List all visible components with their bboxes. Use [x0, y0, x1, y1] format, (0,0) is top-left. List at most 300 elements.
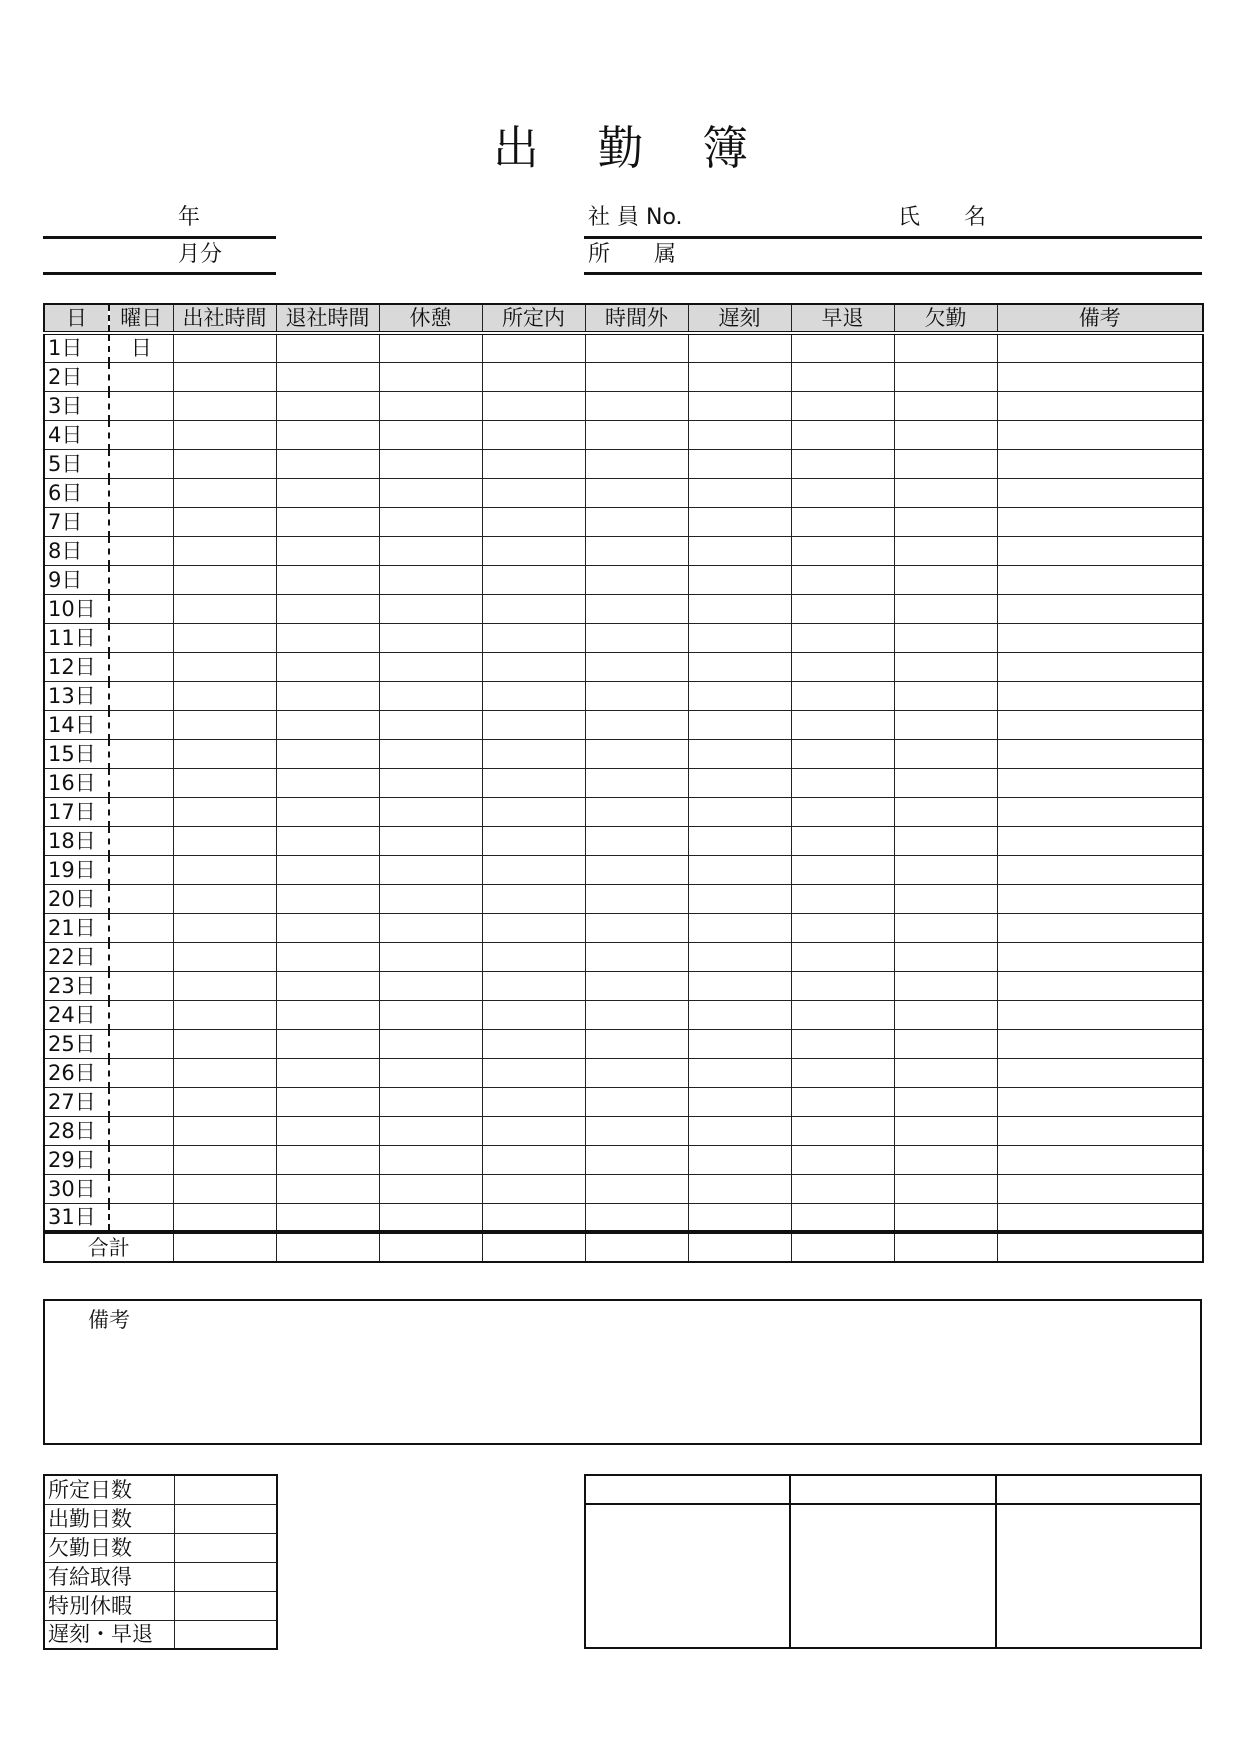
- break-cell[interactable]: [379, 1058, 482, 1087]
- clock-out-cell[interactable]: [276, 1174, 379, 1203]
- absence-cell[interactable]: [894, 971, 997, 1000]
- early-leave-cell[interactable]: [791, 1116, 894, 1145]
- early-leave-cell[interactable]: [791, 333, 894, 362]
- regular-cell[interactable]: [482, 565, 585, 594]
- absence-cell[interactable]: [894, 1058, 997, 1087]
- absence-cell[interactable]: [894, 507, 997, 536]
- remarks-cell[interactable]: [997, 797, 1203, 826]
- summary-value-cell[interactable]: [174, 1475, 277, 1504]
- regular-cell[interactable]: [482, 652, 585, 681]
- late-cell[interactable]: [688, 1203, 791, 1232]
- weekday-cell[interactable]: [109, 391, 173, 420]
- early-leave-cell[interactable]: [791, 1174, 894, 1203]
- remarks-cell[interactable]: [997, 942, 1203, 971]
- weekday-cell[interactable]: [109, 681, 173, 710]
- break-cell[interactable]: [379, 1000, 482, 1029]
- overtime-cell[interactable]: [585, 681, 688, 710]
- break-cell[interactable]: [379, 362, 482, 391]
- weekday-cell[interactable]: [109, 1203, 173, 1232]
- overtime-cell[interactable]: [585, 391, 688, 420]
- remarks-cell[interactable]: [997, 1203, 1203, 1232]
- clock-in-cell[interactable]: [173, 797, 276, 826]
- early-leave-cell[interactable]: [791, 1000, 894, 1029]
- absence-cell[interactable]: [894, 1174, 997, 1203]
- stamp-box[interactable]: [996, 1504, 1201, 1648]
- clock-in-cell[interactable]: [173, 971, 276, 1000]
- clock-out-cell[interactable]: [276, 362, 379, 391]
- weekday-cell[interactable]: [109, 739, 173, 768]
- absence-cell[interactable]: [894, 1145, 997, 1174]
- weekday-cell[interactable]: [109, 1174, 173, 1203]
- summary-value-cell[interactable]: [174, 1533, 277, 1562]
- clock-out-cell[interactable]: [276, 855, 379, 884]
- overtime-cell[interactable]: [585, 710, 688, 739]
- regular-cell[interactable]: [482, 1000, 585, 1029]
- overtime-cell[interactable]: [585, 362, 688, 391]
- clock-out-cell[interactable]: [276, 565, 379, 594]
- clock-out-cell[interactable]: [276, 710, 379, 739]
- regular-cell[interactable]: [482, 594, 585, 623]
- overtime-cell[interactable]: [585, 420, 688, 449]
- clock-out-cell[interactable]: [276, 420, 379, 449]
- clock-out-cell[interactable]: [276, 333, 379, 362]
- early-leave-cell[interactable]: [791, 855, 894, 884]
- remarks-cell[interactable]: [997, 565, 1203, 594]
- remarks-cell[interactable]: [997, 536, 1203, 565]
- clock-out-cell[interactable]: [276, 913, 379, 942]
- absence-cell[interactable]: [894, 884, 997, 913]
- clock-in-cell[interactable]: [173, 333, 276, 362]
- clock-out-cell[interactable]: [276, 884, 379, 913]
- regular-cell[interactable]: [482, 449, 585, 478]
- stamp-box[interactable]: [790, 1504, 995, 1648]
- overtime-cell[interactable]: [585, 1203, 688, 1232]
- summary-value-cell[interactable]: [174, 1620, 277, 1649]
- remarks-cell[interactable]: [997, 623, 1203, 652]
- early-leave-cell[interactable]: [791, 710, 894, 739]
- overtime-cell[interactable]: [585, 942, 688, 971]
- clock-out-cell[interactable]: [276, 826, 379, 855]
- weekday-cell[interactable]: [109, 710, 173, 739]
- remarks-cell[interactable]: [997, 1116, 1203, 1145]
- break-cell[interactable]: [379, 1029, 482, 1058]
- early-leave-cell[interactable]: [791, 1029, 894, 1058]
- overtime-cell[interactable]: [585, 652, 688, 681]
- clock-out-cell[interactable]: [276, 942, 379, 971]
- total-cell[interactable]: [173, 1232, 276, 1262]
- regular-cell[interactable]: [482, 1058, 585, 1087]
- weekday-cell[interactable]: [109, 507, 173, 536]
- early-leave-cell[interactable]: [791, 623, 894, 652]
- weekday-cell[interactable]: [109, 768, 173, 797]
- clock-in-cell[interactable]: [173, 942, 276, 971]
- weekday-cell[interactable]: [109, 1087, 173, 1116]
- early-leave-cell[interactable]: [791, 739, 894, 768]
- clock-out-cell[interactable]: [276, 478, 379, 507]
- late-cell[interactable]: [688, 1174, 791, 1203]
- late-cell[interactable]: [688, 536, 791, 565]
- early-leave-cell[interactable]: [791, 536, 894, 565]
- clock-in-cell[interactable]: [173, 1116, 276, 1145]
- break-cell[interactable]: [379, 1203, 482, 1232]
- weekday-cell[interactable]: [109, 478, 173, 507]
- stamp-header-cell[interactable]: [585, 1475, 790, 1504]
- remarks-cell[interactable]: [997, 420, 1203, 449]
- absence-cell[interactable]: [894, 1203, 997, 1232]
- remarks-cell[interactable]: [997, 652, 1203, 681]
- weekday-cell[interactable]: 日: [109, 333, 173, 362]
- overtime-cell[interactable]: [585, 855, 688, 884]
- early-leave-cell[interactable]: [791, 507, 894, 536]
- break-cell[interactable]: [379, 971, 482, 1000]
- weekday-cell[interactable]: [109, 855, 173, 884]
- break-cell[interactable]: [379, 623, 482, 652]
- absence-cell[interactable]: [894, 681, 997, 710]
- remarks-cell[interactable]: [997, 681, 1203, 710]
- total-cell[interactable]: [688, 1232, 791, 1262]
- regular-cell[interactable]: [482, 681, 585, 710]
- break-cell[interactable]: [379, 739, 482, 768]
- late-cell[interactable]: [688, 1116, 791, 1145]
- late-cell[interactable]: [688, 942, 791, 971]
- absence-cell[interactable]: [894, 739, 997, 768]
- weekday-cell[interactable]: [109, 1058, 173, 1087]
- early-leave-cell[interactable]: [791, 420, 894, 449]
- weekday-cell[interactable]: [109, 362, 173, 391]
- late-cell[interactable]: [688, 681, 791, 710]
- break-cell[interactable]: [379, 710, 482, 739]
- clock-out-cell[interactable]: [276, 739, 379, 768]
- absence-cell[interactable]: [894, 826, 997, 855]
- clock-out-cell[interactable]: [276, 1145, 379, 1174]
- clock-out-cell[interactable]: [276, 971, 379, 1000]
- absence-cell[interactable]: [894, 652, 997, 681]
- early-leave-cell[interactable]: [791, 565, 894, 594]
- clock-in-cell[interactable]: [173, 507, 276, 536]
- remarks-cell[interactable]: [997, 855, 1203, 884]
- clock-in-cell[interactable]: [173, 1203, 276, 1232]
- regular-cell[interactable]: [482, 1203, 585, 1232]
- clock-in-cell[interactable]: [173, 594, 276, 623]
- remarks-cell[interactable]: [997, 1087, 1203, 1116]
- regular-cell[interactable]: [482, 333, 585, 362]
- break-cell[interactable]: [379, 1116, 482, 1145]
- weekday-cell[interactable]: [109, 797, 173, 826]
- overtime-cell[interactable]: [585, 1058, 688, 1087]
- weekday-cell[interactable]: [109, 1029, 173, 1058]
- weekday-cell[interactable]: [109, 971, 173, 1000]
- clock-in-cell[interactable]: [173, 652, 276, 681]
- break-cell[interactable]: [379, 913, 482, 942]
- clock-out-cell[interactable]: [276, 536, 379, 565]
- early-leave-cell[interactable]: [791, 1087, 894, 1116]
- early-leave-cell[interactable]: [791, 913, 894, 942]
- late-cell[interactable]: [688, 594, 791, 623]
- absence-cell[interactable]: [894, 565, 997, 594]
- regular-cell[interactable]: [482, 1116, 585, 1145]
- break-cell[interactable]: [379, 681, 482, 710]
- absence-cell[interactable]: [894, 710, 997, 739]
- absence-cell[interactable]: [894, 362, 997, 391]
- weekday-cell[interactable]: [109, 536, 173, 565]
- regular-cell[interactable]: [482, 1174, 585, 1203]
- late-cell[interactable]: [688, 362, 791, 391]
- overtime-cell[interactable]: [585, 333, 688, 362]
- overtime-cell[interactable]: [585, 826, 688, 855]
- remarks-cell[interactable]: [997, 1174, 1203, 1203]
- regular-cell[interactable]: [482, 507, 585, 536]
- remarks-cell[interactable]: [997, 449, 1203, 478]
- clock-in-cell[interactable]: [173, 855, 276, 884]
- early-leave-cell[interactable]: [791, 768, 894, 797]
- break-cell[interactable]: [379, 420, 482, 449]
- remarks-cell[interactable]: [997, 826, 1203, 855]
- clock-in-cell[interactable]: [173, 1058, 276, 1087]
- remarks-cell[interactable]: [997, 391, 1203, 420]
- weekday-cell[interactable]: [109, 565, 173, 594]
- late-cell[interactable]: [688, 826, 791, 855]
- summary-value-cell[interactable]: [174, 1591, 277, 1620]
- stamp-box[interactable]: [585, 1504, 790, 1648]
- late-cell[interactable]: [688, 1029, 791, 1058]
- clock-in-cell[interactable]: [173, 623, 276, 652]
- total-cell[interactable]: [276, 1232, 379, 1262]
- overtime-cell[interactable]: [585, 1174, 688, 1203]
- early-leave-cell[interactable]: [791, 1145, 894, 1174]
- late-cell[interactable]: [688, 797, 791, 826]
- absence-cell[interactable]: [894, 913, 997, 942]
- late-cell[interactable]: [688, 1145, 791, 1174]
- clock-out-cell[interactable]: [276, 1116, 379, 1145]
- early-leave-cell[interactable]: [791, 594, 894, 623]
- early-leave-cell[interactable]: [791, 449, 894, 478]
- remarks-cell[interactable]: [997, 1000, 1203, 1029]
- late-cell[interactable]: [688, 710, 791, 739]
- late-cell[interactable]: [688, 623, 791, 652]
- early-leave-cell[interactable]: [791, 391, 894, 420]
- stamp-header-cell[interactable]: [996, 1475, 1201, 1504]
- weekday-cell[interactable]: [109, 1116, 173, 1145]
- late-cell[interactable]: [688, 565, 791, 594]
- overtime-cell[interactable]: [585, 594, 688, 623]
- weekday-cell[interactable]: [109, 1000, 173, 1029]
- total-cell[interactable]: [791, 1232, 894, 1262]
- break-cell[interactable]: [379, 478, 482, 507]
- regular-cell[interactable]: [482, 942, 585, 971]
- regular-cell[interactable]: [482, 797, 585, 826]
- early-leave-cell[interactable]: [791, 652, 894, 681]
- regular-cell[interactable]: [482, 826, 585, 855]
- remarks-cell[interactable]: [997, 710, 1203, 739]
- absence-cell[interactable]: [894, 478, 997, 507]
- overtime-cell[interactable]: [585, 884, 688, 913]
- clock-out-cell[interactable]: [276, 1000, 379, 1029]
- regular-cell[interactable]: [482, 1087, 585, 1116]
- remarks-cell[interactable]: [997, 478, 1203, 507]
- overtime-cell[interactable]: [585, 565, 688, 594]
- remarks-cell[interactable]: [997, 1029, 1203, 1058]
- absence-cell[interactable]: [894, 942, 997, 971]
- total-cell[interactable]: [997, 1232, 1203, 1262]
- break-cell[interactable]: [379, 594, 482, 623]
- absence-cell[interactable]: [894, 855, 997, 884]
- overtime-cell[interactable]: [585, 913, 688, 942]
- absence-cell[interactable]: [894, 449, 997, 478]
- overtime-cell[interactable]: [585, 1116, 688, 1145]
- clock-in-cell[interactable]: [173, 536, 276, 565]
- overtime-cell[interactable]: [585, 623, 688, 652]
- break-cell[interactable]: [379, 507, 482, 536]
- clock-in-cell[interactable]: [173, 1145, 276, 1174]
- early-leave-cell[interactable]: [791, 362, 894, 391]
- clock-out-cell[interactable]: [276, 1203, 379, 1232]
- clock-in-cell[interactable]: [173, 1174, 276, 1203]
- weekday-cell[interactable]: [109, 942, 173, 971]
- clock-out-cell[interactable]: [276, 623, 379, 652]
- remarks-cell[interactable]: [997, 971, 1203, 1000]
- total-cell[interactable]: [379, 1232, 482, 1262]
- total-cell[interactable]: [585, 1232, 688, 1262]
- clock-in-cell[interactable]: [173, 1029, 276, 1058]
- late-cell[interactable]: [688, 739, 791, 768]
- early-leave-cell[interactable]: [791, 942, 894, 971]
- clock-in-cell[interactable]: [173, 739, 276, 768]
- early-leave-cell[interactable]: [791, 826, 894, 855]
- clock-in-cell[interactable]: [173, 420, 276, 449]
- absence-cell[interactable]: [894, 768, 997, 797]
- absence-cell[interactable]: [894, 623, 997, 652]
- regular-cell[interactable]: [482, 536, 585, 565]
- late-cell[interactable]: [688, 507, 791, 536]
- clock-in-cell[interactable]: [173, 826, 276, 855]
- weekday-cell[interactable]: [109, 623, 173, 652]
- remarks-cell[interactable]: [997, 1145, 1203, 1174]
- clock-in-cell[interactable]: [173, 391, 276, 420]
- early-leave-cell[interactable]: [791, 884, 894, 913]
- break-cell[interactable]: [379, 1087, 482, 1116]
- late-cell[interactable]: [688, 1058, 791, 1087]
- late-cell[interactable]: [688, 420, 791, 449]
- clock-out-cell[interactable]: [276, 507, 379, 536]
- regular-cell[interactable]: [482, 855, 585, 884]
- absence-cell[interactable]: [894, 1000, 997, 1029]
- clock-in-cell[interactable]: [173, 710, 276, 739]
- clock-in-cell[interactable]: [173, 913, 276, 942]
- break-cell[interactable]: [379, 333, 482, 362]
- regular-cell[interactable]: [482, 420, 585, 449]
- late-cell[interactable]: [688, 855, 791, 884]
- weekday-cell[interactable]: [109, 594, 173, 623]
- absence-cell[interactable]: [894, 333, 997, 362]
- late-cell[interactable]: [688, 652, 791, 681]
- absence-cell[interactable]: [894, 420, 997, 449]
- regular-cell[interactable]: [482, 362, 585, 391]
- remarks-cell[interactable]: [997, 333, 1203, 362]
- absence-cell[interactable]: [894, 594, 997, 623]
- break-cell[interactable]: [379, 884, 482, 913]
- total-cell[interactable]: [482, 1232, 585, 1262]
- clock-in-cell[interactable]: [173, 884, 276, 913]
- overtime-cell[interactable]: [585, 768, 688, 797]
- remarks-cell[interactable]: [997, 768, 1203, 797]
- absence-cell[interactable]: [894, 797, 997, 826]
- break-cell[interactable]: [379, 391, 482, 420]
- clock-in-cell[interactable]: [173, 1000, 276, 1029]
- break-cell[interactable]: [379, 1145, 482, 1174]
- clock-out-cell[interactable]: [276, 1058, 379, 1087]
- late-cell[interactable]: [688, 449, 791, 478]
- absence-cell[interactable]: [894, 1116, 997, 1145]
- absence-cell[interactable]: [894, 391, 997, 420]
- regular-cell[interactable]: [482, 971, 585, 1000]
- clock-out-cell[interactable]: [276, 1029, 379, 1058]
- remarks-cell[interactable]: [997, 884, 1203, 913]
- break-cell[interactable]: [379, 449, 482, 478]
- clock-out-cell[interactable]: [276, 681, 379, 710]
- clock-in-cell[interactable]: [173, 478, 276, 507]
- weekday-cell[interactable]: [109, 652, 173, 681]
- regular-cell[interactable]: [482, 478, 585, 507]
- overtime-cell[interactable]: [585, 1029, 688, 1058]
- absence-cell[interactable]: [894, 536, 997, 565]
- weekday-cell[interactable]: [109, 1145, 173, 1174]
- overtime-cell[interactable]: [585, 739, 688, 768]
- regular-cell[interactable]: [482, 710, 585, 739]
- clock-out-cell[interactable]: [276, 768, 379, 797]
- break-cell[interactable]: [379, 797, 482, 826]
- break-cell[interactable]: [379, 768, 482, 797]
- overtime-cell[interactable]: [585, 1000, 688, 1029]
- break-cell[interactable]: [379, 942, 482, 971]
- clock-in-cell[interactable]: [173, 768, 276, 797]
- break-cell[interactable]: [379, 652, 482, 681]
- regular-cell[interactable]: [482, 913, 585, 942]
- late-cell[interactable]: [688, 768, 791, 797]
- absence-cell[interactable]: [894, 1087, 997, 1116]
- overtime-cell[interactable]: [585, 536, 688, 565]
- remarks-cell[interactable]: [997, 913, 1203, 942]
- weekday-cell[interactable]: [109, 449, 173, 478]
- early-leave-cell[interactable]: [791, 971, 894, 1000]
- clock-out-cell[interactable]: [276, 1087, 379, 1116]
- early-leave-cell[interactable]: [791, 797, 894, 826]
- weekday-cell[interactable]: [109, 826, 173, 855]
- clock-in-cell[interactable]: [173, 565, 276, 594]
- remarks-cell[interactable]: [997, 739, 1203, 768]
- clock-out-cell[interactable]: [276, 594, 379, 623]
- early-leave-cell[interactable]: [791, 681, 894, 710]
- summary-value-cell[interactable]: [174, 1562, 277, 1591]
- late-cell[interactable]: [688, 1000, 791, 1029]
- late-cell[interactable]: [688, 913, 791, 942]
- overtime-cell[interactable]: [585, 1087, 688, 1116]
- clock-in-cell[interactable]: [173, 1087, 276, 1116]
- overtime-cell[interactable]: [585, 478, 688, 507]
- summary-value-cell[interactable]: [174, 1504, 277, 1533]
- overtime-cell[interactable]: [585, 971, 688, 1000]
- stamp-header-cell[interactable]: [790, 1475, 995, 1504]
- late-cell[interactable]: [688, 391, 791, 420]
- clock-out-cell[interactable]: [276, 449, 379, 478]
- clock-in-cell[interactable]: [173, 449, 276, 478]
- remarks-cell[interactable]: [997, 594, 1203, 623]
- remarks-box[interactable]: [43, 1299, 1202, 1445]
- clock-in-cell[interactable]: [173, 681, 276, 710]
- early-leave-cell[interactable]: [791, 1058, 894, 1087]
- break-cell[interactable]: [379, 855, 482, 884]
- regular-cell[interactable]: [482, 884, 585, 913]
- clock-out-cell[interactable]: [276, 797, 379, 826]
